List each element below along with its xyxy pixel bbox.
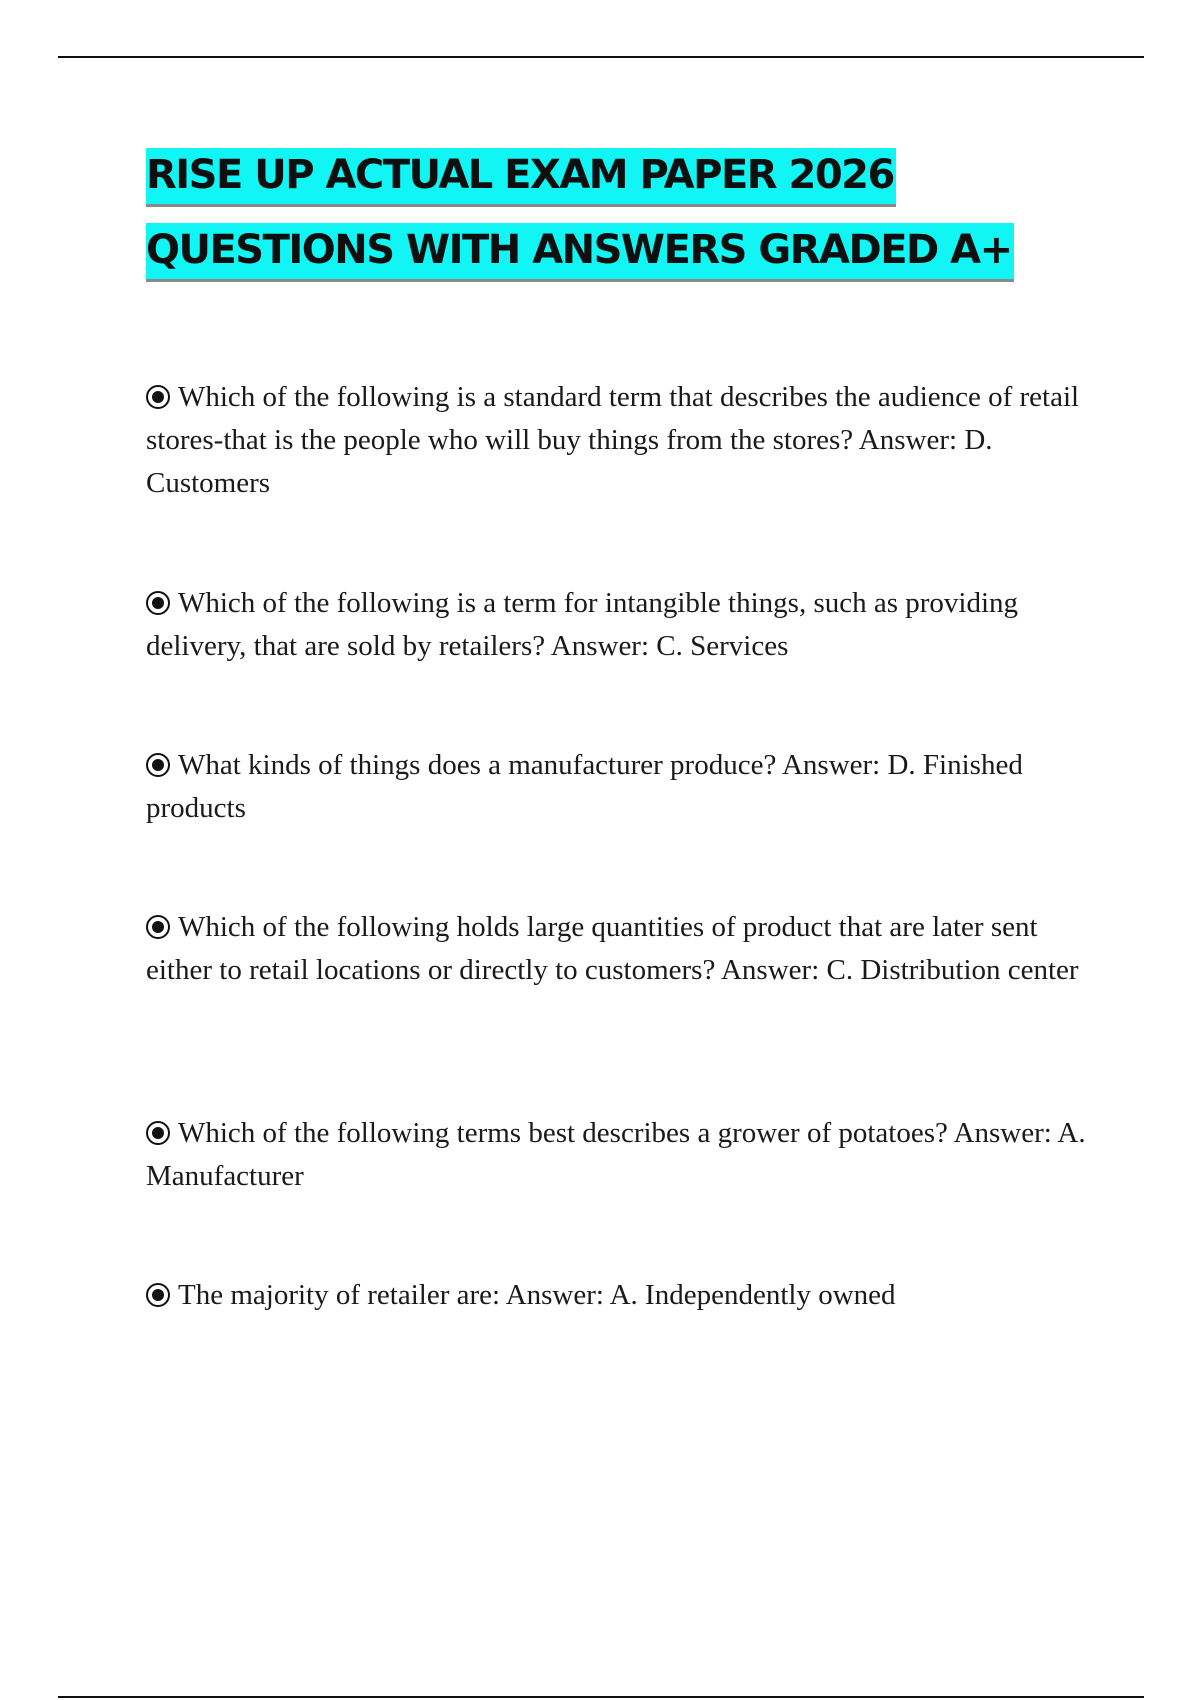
radio-bullet-icon <box>146 1121 170 1145</box>
question-item <box>146 582 1086 668</box>
question-item <box>146 1112 1086 1198</box>
question-item <box>146 906 1086 992</box>
question-text: The majority of retailer are: Answer: A. Independently owned <box>178 1279 896 1311</box>
document-title <box>146 142 1146 292</box>
title-line-1-text: RISE UP ACTUAL EXAM PAPER 2026 <box>146 148 896 207</box>
radio-bullet-icon <box>146 591 170 615</box>
question-text: Which of the following is a term for intangible things, such as providing delivery, that are sold by retailers? Answer: C. Services <box>146 587 1019 662</box>
question-item <box>146 744 1086 830</box>
radio-bullet-icon <box>146 385 170 409</box>
radio-bullet-icon <box>146 753 170 777</box>
question-item <box>146 1274 896 1317</box>
radio-bullet-icon <box>146 915 170 939</box>
title-line-1 <box>146 142 1146 217</box>
title-line-2-text: QUESTIONS WITH ANSWERS GRADED A+ <box>146 223 1014 282</box>
question-text: What kinds of things does a manufacturer produce? Answer: D. Finished products <box>146 749 1023 824</box>
top-rule <box>58 56 1144 58</box>
question-text: Which of the following terms best describes a grower of potatoes? Answer: A. Manufacturer <box>146 1117 1086 1192</box>
title-line-2 <box>146 217 1146 292</box>
radio-bullet-icon <box>146 1283 170 1307</box>
bottom-rule <box>58 1696 1144 1698</box>
question-text: Which of the following holds large quantities of product that are later sent either to retail locations or directly to customers? Answer: C. Distribution center <box>146 911 1079 986</box>
question-text: Which of the following is a standard term that describes the audience of retail stores-that is the people who will buy things from the stores? Answer: D. Customers <box>146 381 1080 499</box>
question-item <box>146 376 1086 505</box>
